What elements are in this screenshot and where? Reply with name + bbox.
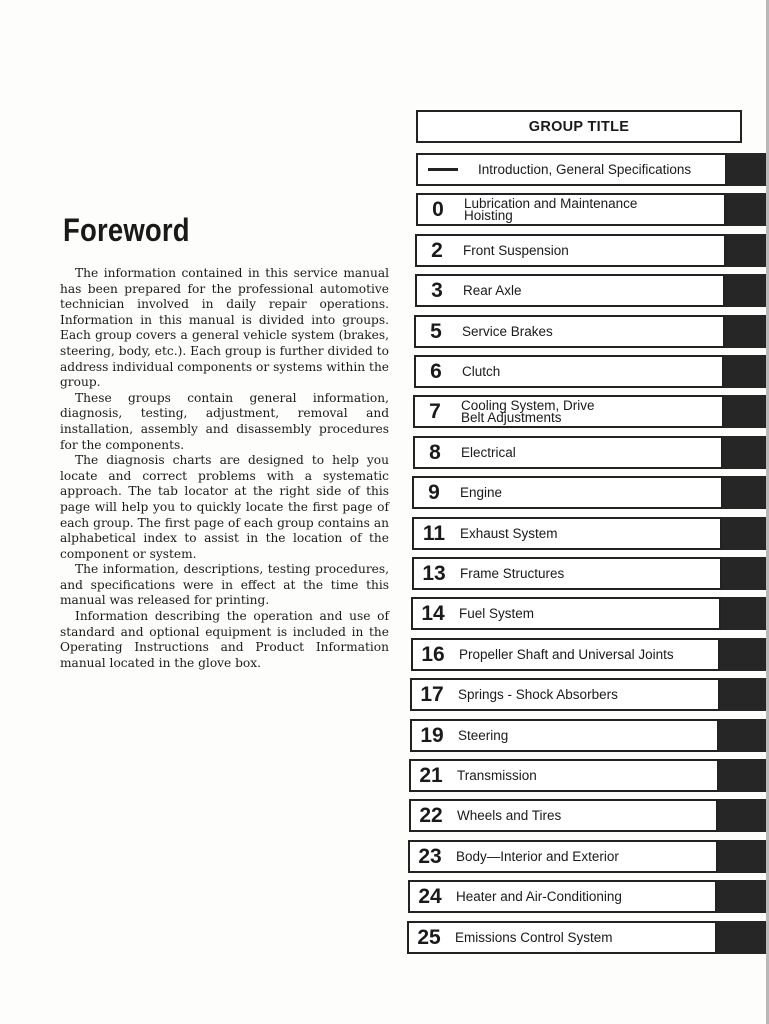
group-tab-marker[interactable]	[727, 153, 766, 186]
group-number: 2	[431, 238, 443, 262]
group-tab-marker[interactable]	[721, 597, 766, 630]
group-tab-marker[interactable]	[718, 799, 766, 832]
group-title: Electrical	[461, 444, 516, 460]
group-title: Frame Structures	[460, 565, 565, 581]
group-number: 7	[429, 399, 441, 423]
group-number: 6	[430, 359, 442, 383]
group-row[interactable]	[414, 355, 724, 388]
group-row[interactable]	[416, 153, 727, 186]
group-tab-marker[interactable]	[719, 719, 766, 752]
group-title: Service Brakes	[462, 323, 553, 339]
group-title-label: GROUP TITLE	[528, 118, 630, 135]
group-row[interactable]	[411, 638, 720, 671]
group-row[interactable]	[415, 274, 725, 307]
foreword-paragraph: Information describing the operation and use of standard and optional equipment is included in the Operating Instructions and Product Information manual located in the glove box.	[60, 609, 389, 670]
group-number: 13	[422, 561, 446, 585]
group-number: 11	[422, 521, 446, 545]
group-number: 24	[418, 884, 442, 908]
group-tab-marker[interactable]	[723, 476, 766, 509]
group-tab-marker[interactable]	[720, 678, 766, 711]
group-row[interactable]	[413, 395, 724, 428]
group-tab-marker[interactable]	[725, 274, 766, 307]
group-row[interactable]	[407, 921, 717, 954]
group-number: 16	[421, 642, 445, 666]
group-title: Lubrication and Maintenance Hoisting	[464, 195, 638, 223]
group-number: 3	[431, 278, 443, 302]
group-title: Clutch	[462, 363, 501, 379]
group-tab-marker[interactable]	[722, 557, 766, 590]
group-row[interactable]	[414, 315, 725, 348]
foreword-paragraph: The diagnosis charts are designed to help you locate and correct problems with a systematic approach. The tab locator at the right side of this page will help you to quickly locate the first page of each group. The first page of each group contains an alphabetical index to assist in the location of the component or system.	[60, 453, 389, 561]
group-title: Rear Axle	[463, 282, 522, 298]
group-number: 25	[417, 925, 441, 949]
foreword-paragraph: These groups contain general information, diagnosis, testing, adjustment, removal and installation, assembly and disassembly procedures for the components.	[60, 390, 389, 452]
group-title: Heater and Air-Conditioning	[456, 888, 622, 904]
group-title: Exhaust System	[460, 525, 558, 541]
group-row[interactable]	[412, 557, 722, 590]
group-title: Fuel System	[459, 605, 535, 621]
group-number-dash	[428, 168, 458, 171]
group-row[interactable]	[410, 678, 720, 711]
foreword-title: Foreword	[63, 212, 190, 248]
group-title: Body—Interior and Exterior	[456, 848, 619, 864]
group-row[interactable]	[408, 840, 718, 873]
group-tab-marker[interactable]	[719, 759, 766, 792]
group-title: Emissions Control System	[455, 929, 613, 945]
group-tab-marker[interactable]	[718, 840, 766, 873]
group-tab-marker[interactable]	[725, 315, 766, 348]
group-number: 8	[429, 440, 441, 464]
group-row[interactable]	[409, 759, 719, 792]
group-number: 0	[432, 197, 444, 221]
group-tab-marker[interactable]	[726, 234, 766, 267]
group-number: 9	[428, 480, 440, 504]
group-number: 19	[420, 723, 444, 747]
group-row[interactable]	[412, 517, 722, 550]
group-tab-marker[interactable]	[724, 395, 766, 428]
group-tab-marker[interactable]	[724, 355, 766, 388]
group-tab-marker[interactable]	[722, 517, 766, 550]
group-title: Front Suspension	[463, 242, 569, 258]
group-row[interactable]	[411, 597, 721, 630]
group-number: 5	[430, 319, 442, 343]
group-title: Springs - Shock Absorbers	[458, 686, 618, 702]
group-number: 23	[418, 844, 442, 868]
group-number: 21	[419, 763, 443, 787]
group-title: Propeller Shaft and Universal Joints	[459, 646, 674, 662]
group-row[interactable]	[409, 799, 718, 832]
group-number: 17	[420, 682, 444, 706]
group-row[interactable]	[413, 436, 723, 469]
group-title: Cooling System, Drive Belt Adjustments	[461, 397, 595, 425]
group-row[interactable]	[415, 234, 726, 267]
group-title: Transmission	[457, 767, 537, 783]
foreword-paragraph: The information contained in this service manual has been prepared for the professional automotive technician involved in daily repair operations. Information in this manual is divided into groups. Each group covers a general vehicle system (brakes, steering, body, etc.). Each group is further divided to address individual components or systems within the group.	[60, 266, 389, 390]
group-row[interactable]	[408, 880, 717, 913]
group-tab-marker[interactable]	[723, 436, 766, 469]
group-tab-marker[interactable]	[717, 921, 766, 954]
group-number: 14	[421, 601, 445, 625]
group-row[interactable]	[410, 719, 719, 752]
group-row[interactable]	[412, 476, 723, 509]
foreword-paragraph: The information, descriptions, testing procedures, and specifications were in effect at the time this manual was released for printing.	[60, 562, 389, 608]
group-title: Steering	[458, 727, 509, 743]
group-title: Introduction, General Specifications	[478, 161, 692, 177]
group-title: Engine	[460, 484, 503, 500]
group-number: 22	[419, 803, 443, 827]
group-tab-marker[interactable]	[726, 193, 766, 226]
group-row[interactable]	[416, 193, 726, 226]
group-tab-marker[interactable]	[717, 880, 766, 913]
group-title: Wheels and Tires	[457, 807, 562, 823]
group-tab-marker[interactable]	[720, 638, 766, 671]
